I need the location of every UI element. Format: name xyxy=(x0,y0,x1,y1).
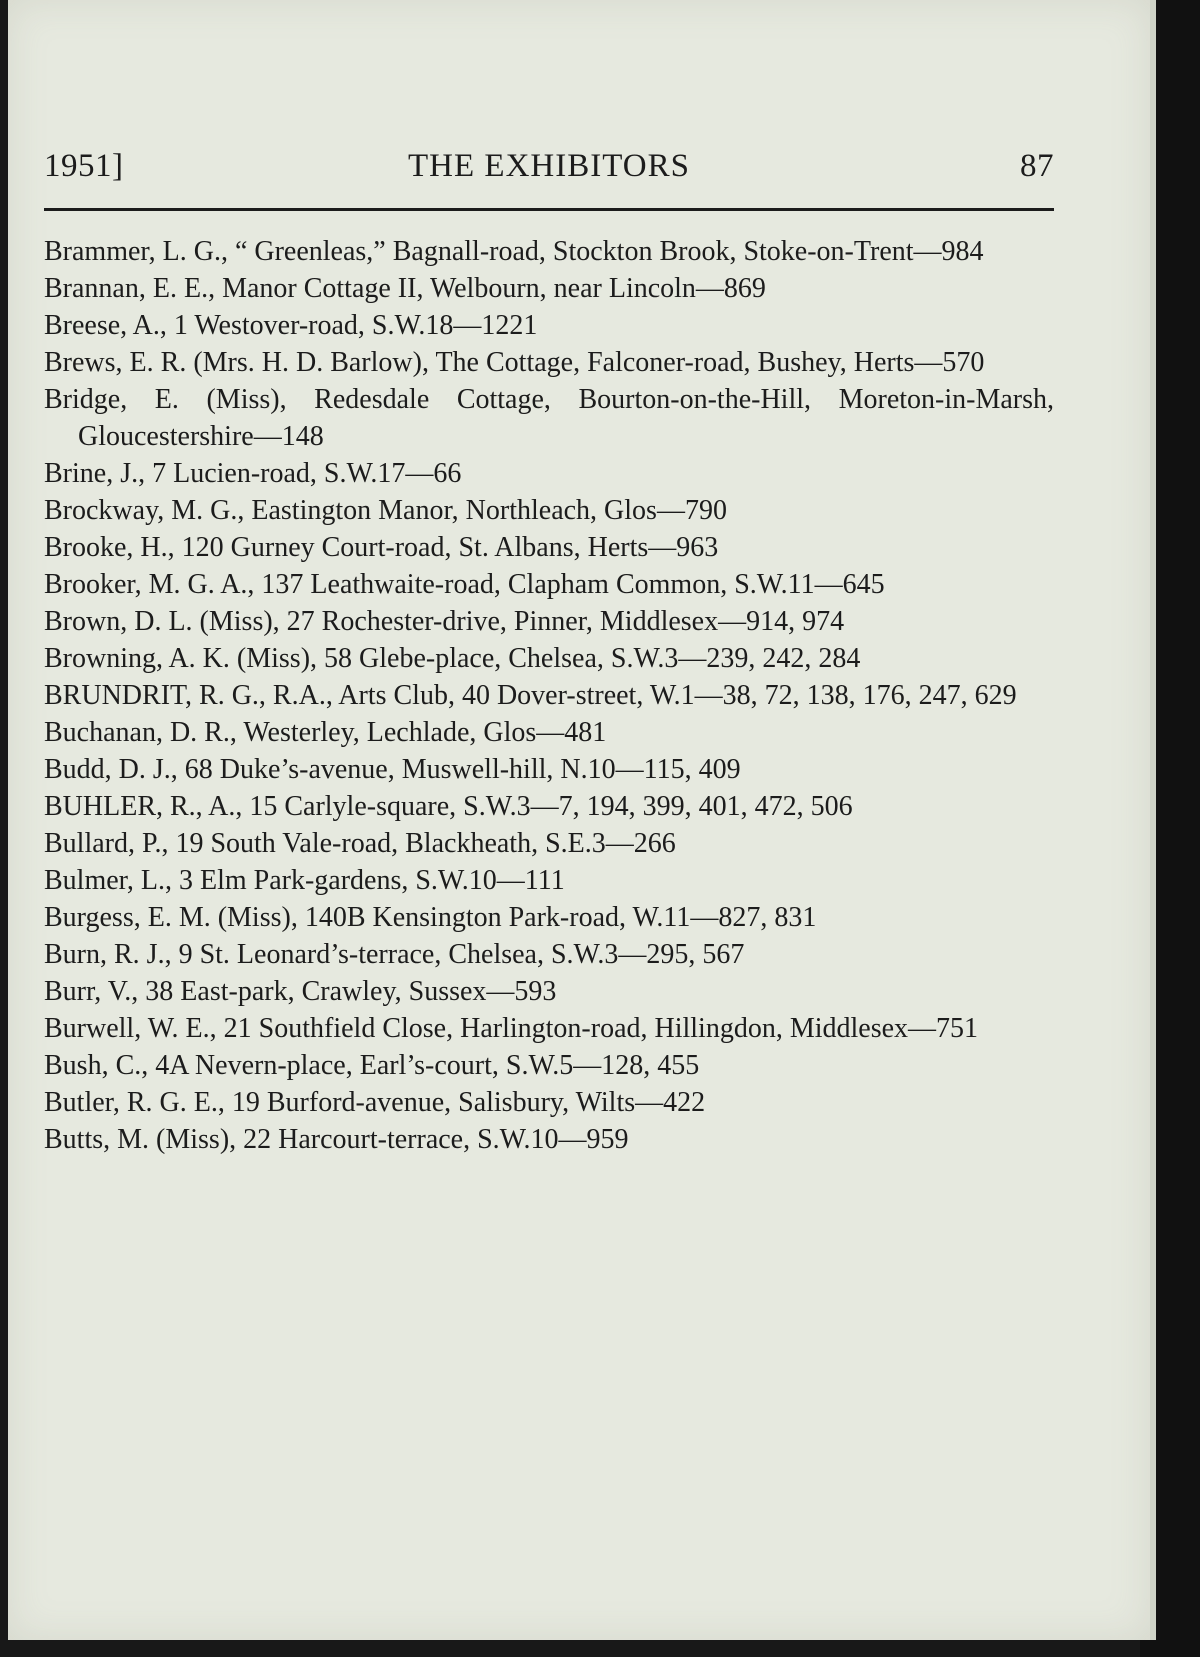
exhibitor-entry: Bush, C., 4A Nevern-place, Earl’s-court, S.W.5—128, 455 xyxy=(44,1050,700,1081)
exhibitor-entry: Brooker, M. G. A., 137 Leathwaite-road, Clapham Common, S.W.11—645 xyxy=(44,569,885,600)
exhibitor-entry: Brockway, M. G., Eastington Manor, Northleach, Glos—790 xyxy=(44,495,727,526)
exhibitor-entry: Brine, J., 7 Lucien-road, S.W.17—66 xyxy=(44,458,462,489)
exhibitor-entry: Brews, E. R. (Mrs. H. D. Barlow), The Cottage, Falconer-road, Bushey, Herts—570 xyxy=(44,347,985,378)
exhibitor-entry: BRUNDRIT, R. G., R.A., Arts Club, 40 Dover-street, W.1—38, 72, 138, 176, 247, 629 xyxy=(44,680,1017,711)
exhibitor-entry: Budd, D. J., 68 Duke’s-avenue, Muswell-hill, N.10—115, 409 xyxy=(44,754,741,785)
exhibitor-entry: Brannan, E. E., Manor Cottage II, Welbourn, near Lincoln—869 xyxy=(44,273,766,304)
exhibitor-entry: Bridge, E. (Miss), Redesdale Cottage, Bourton-on-the-Hill, Moreton-in-Marsh, Gloucestershire—148 xyxy=(44,384,1054,452)
exhibitor-entry: Burn, R. J., 9 St. Leonard’s-terrace, Chelsea, S.W.3—295, 567 xyxy=(44,939,745,970)
running-head-title: THE EXHIBITORS xyxy=(408,148,690,184)
running-head-year: 1951] xyxy=(44,148,124,184)
exhibitor-entry: Brooke, H., 120 Gurney Court-road, St. Albans, Herts—963 xyxy=(44,532,719,563)
exhibitor-entry: Bullard, P., 19 South Vale-road, Blackheath, S.E.3—266 xyxy=(44,828,676,859)
exhibitor-entry: Burwell, W. E., 21 Southfield Close, Harlington-road, Hillingdon, Middlesex—751 xyxy=(44,1013,979,1044)
header-rule xyxy=(44,208,1054,211)
running-head xyxy=(44,148,1054,192)
exhibitor-entry: Breese, A., 1 Westover-road, S.W.18—1221 xyxy=(44,310,538,341)
exhibitor-entry: Bulmer, L., 3 Elm Park-gardens, S.W.10—111 xyxy=(44,865,565,896)
exhibitor-entry: Brown, D. L. (Miss), 27 Rochester-drive, Pinner, Middlesex—914, 974 xyxy=(44,606,845,637)
exhibitor-entry: Brammer, L. G., “ Greenleas,” Bagnall-road, Stockton Brook, Stoke-on-Trent—984 xyxy=(44,236,984,267)
exhibitor-entry: Burr, V., 38 East-park, Crawley, Sussex—593 xyxy=(44,976,557,1007)
exhibitor-entry: Buchanan, D. R., Westerley, Lechlade, Glos—481 xyxy=(44,717,607,748)
exhibitor-entry: Burgess, E. M. (Miss), 140B Kensington Park-road, W.11—827, 831 xyxy=(44,902,817,933)
exhibitor-list xyxy=(44,233,1054,1158)
book-page xyxy=(8,0,1156,1640)
page-number: 87 xyxy=(1020,148,1054,184)
exhibitor-entry: Browning, A. K. (Miss), 58 Glebe-place, Chelsea, S.W.3—239, 242, 284 xyxy=(44,643,861,674)
exhibitor-entry: Butler, R. G. E., 19 Burford-avenue, Salisbury, Wilts—422 xyxy=(44,1087,706,1118)
exhibitor-entry: Butts, M. (Miss), 22 Harcourt-terrace, S.W.10—959 xyxy=(44,1124,629,1155)
exhibitor-entry: BUHLER, R., A., 15 Carlyle-square, S.W.3—7, 194, 399, 401, 472, 506 xyxy=(44,791,853,822)
